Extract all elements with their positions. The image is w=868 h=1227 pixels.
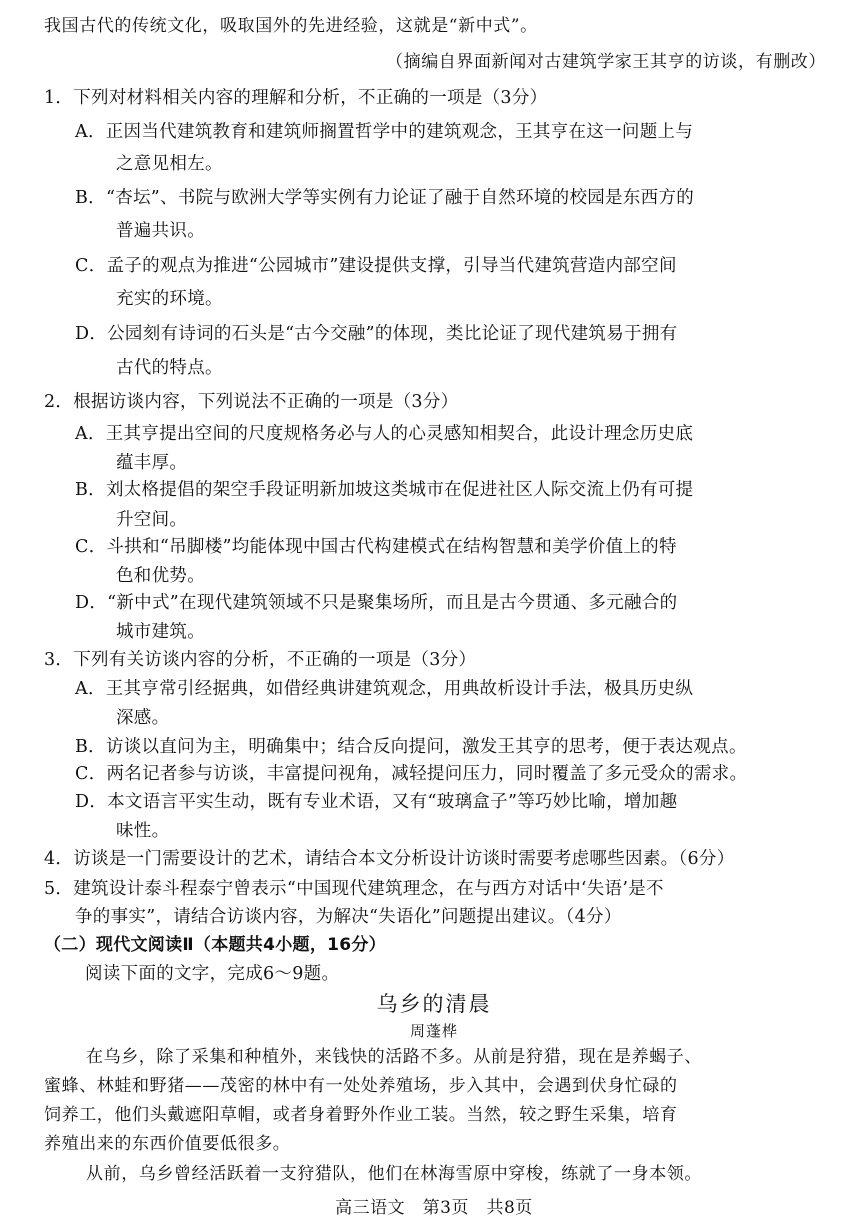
question-2-stem: 2．根据访谈内容，下列说法不正确的一项是（3分） bbox=[44, 392, 459, 412]
q1-option-a-cont: 之意见相左。 bbox=[116, 154, 223, 174]
question-4: 4．访谈是一门需要设计的艺术，请结合本文分析设计访谈时需要考虑哪些因素。（6分） bbox=[44, 849, 735, 869]
q2-option-c-cont: 色和优势。 bbox=[116, 566, 205, 586]
q2-option-b-cont: 升空间。 bbox=[116, 510, 188, 530]
q3-option-c: C．两名记者参与访谈，丰富提问视角，减轻提问压力，同时覆盖了多元受众的需求。 bbox=[75, 764, 748, 784]
q2-option-c: C．斗拱和“吊脚楼”均能体现中国古代构建模式在结构智慧和美学价值上的特 bbox=[75, 537, 677, 557]
q2-option-a: A．王其亨提出空间的尺度规格务必与人的心灵感知相契合，此设计理念历史底 bbox=[75, 424, 694, 444]
q3-option-a: A．王其亨常引经据典，如借经典讲建筑观念，用典故析设计手法，极具历史纵 bbox=[75, 679, 694, 699]
q1-option-c: C．孟子的观点为推进“公园城市”建设提供支撑，引导当代建筑营造内部空间 bbox=[75, 256, 677, 276]
q3-option-d-cont: 味性。 bbox=[116, 821, 170, 841]
question-5-cont: 争的事实”，请结合访谈内容，为解决“失语化”问题提出建议。（4分） bbox=[75, 907, 622, 927]
story-title: 乌乡的清晨 bbox=[376, 992, 492, 1016]
q1-option-b: B．“杏坛”、书院与欧洲大学等实例有力论证了融于自然环境的校园是东西方的 bbox=[75, 188, 695, 208]
page-footer: 高三语文 第3页 共8页 bbox=[335, 1198, 533, 1218]
q1-option-c-cont: 充实的环境。 bbox=[116, 289, 223, 309]
section-heading: （二）现代文阅读Ⅱ（本题共4小题，16分） bbox=[44, 935, 386, 955]
story-author: 周蓬桦 bbox=[409, 1022, 458, 1040]
q2-option-d: D．“新中式”在现代建筑领域不只是聚集场所，而且是古今贯通、多元融合的 bbox=[75, 593, 678, 613]
story-paragraph-1-line-1: 在乌乡，除了采集和种植外，来钱快的活路不多。从前是狩猎，现在是养蝎子、 bbox=[86, 1047, 702, 1067]
q3-option-b: B．访谈以直问为主，明确集中；结合反向提问，激发王其亨的思考，便于表达观点。 bbox=[75, 737, 747, 757]
q2-option-a-cont: 蕴丰厚。 bbox=[116, 453, 188, 473]
question-1-stem: 1．下列对材料相关内容的理解和分析，不正确的一项是（3分） bbox=[44, 88, 548, 108]
question-3-stem: 3．下列有关访谈内容的分析，不正确的一项是（3分） bbox=[44, 650, 477, 670]
q3-option-a-cont: 深感。 bbox=[116, 708, 170, 728]
story-paragraph-1-line-3: 饲养工，他们头戴遮阳草帽，或者身着野外作业工装。当然，较之野生采集，培育 bbox=[44, 1105, 678, 1125]
q1-option-b-cont: 普遍共识。 bbox=[116, 221, 205, 241]
q1-option-a: A．正因当代建筑教育和建筑师搁置哲学中的建筑观念，王其亨在这一问题上与 bbox=[75, 122, 694, 142]
story-paragraph-1-line-2: 蜜蜂、林蛙和野猪——茂密的林中有一处处养殖场，步入其中，会遇到伏身忙碌的 bbox=[44, 1076, 678, 1096]
q1-option-d-cont: 古代的特点。 bbox=[116, 358, 223, 378]
question-5: 5．建筑设计泰斗程泰宁曾表示“中国现代建筑理念，在与西方对话中‘失语’是不 bbox=[44, 879, 664, 899]
q3-option-d: D．本文语言平实生动，既有专业术语，又有“玻璃盒子”等巧妙比喻，增加趣 bbox=[75, 792, 678, 812]
reading-instruction: 阅读下面的文字，完成6～9题。 bbox=[85, 964, 340, 984]
story-paragraph-1-line-4: 养殖出来的东西价值要低很多。 bbox=[44, 1134, 291, 1154]
q2-option-b: B．刘太格提倡的架空手段证明新加坡这类城市在促进社区人际交流上仍有可提 bbox=[75, 480, 694, 500]
q2-option-d-cont: 城市建筑。 bbox=[116, 622, 205, 642]
intro-tail-text: 我国古代的传统文化，吸取国外的先进经验，这就是“新中式”。 bbox=[44, 16, 538, 36]
q1-option-d: D．公园刻有诗词的石头是“古今交融”的体现，类比论证了现代建筑易于拥有 bbox=[75, 324, 678, 344]
story-paragraph-2-line-1: 从前，乌乡曾经活跃着一支狩猎队，他们在林海雪原中穿梭，练就了一身本领。 bbox=[86, 1164, 702, 1184]
source-note: （摘编自界面新闻对古建筑学家王其亨的访谈，有删改） bbox=[386, 52, 826, 72]
